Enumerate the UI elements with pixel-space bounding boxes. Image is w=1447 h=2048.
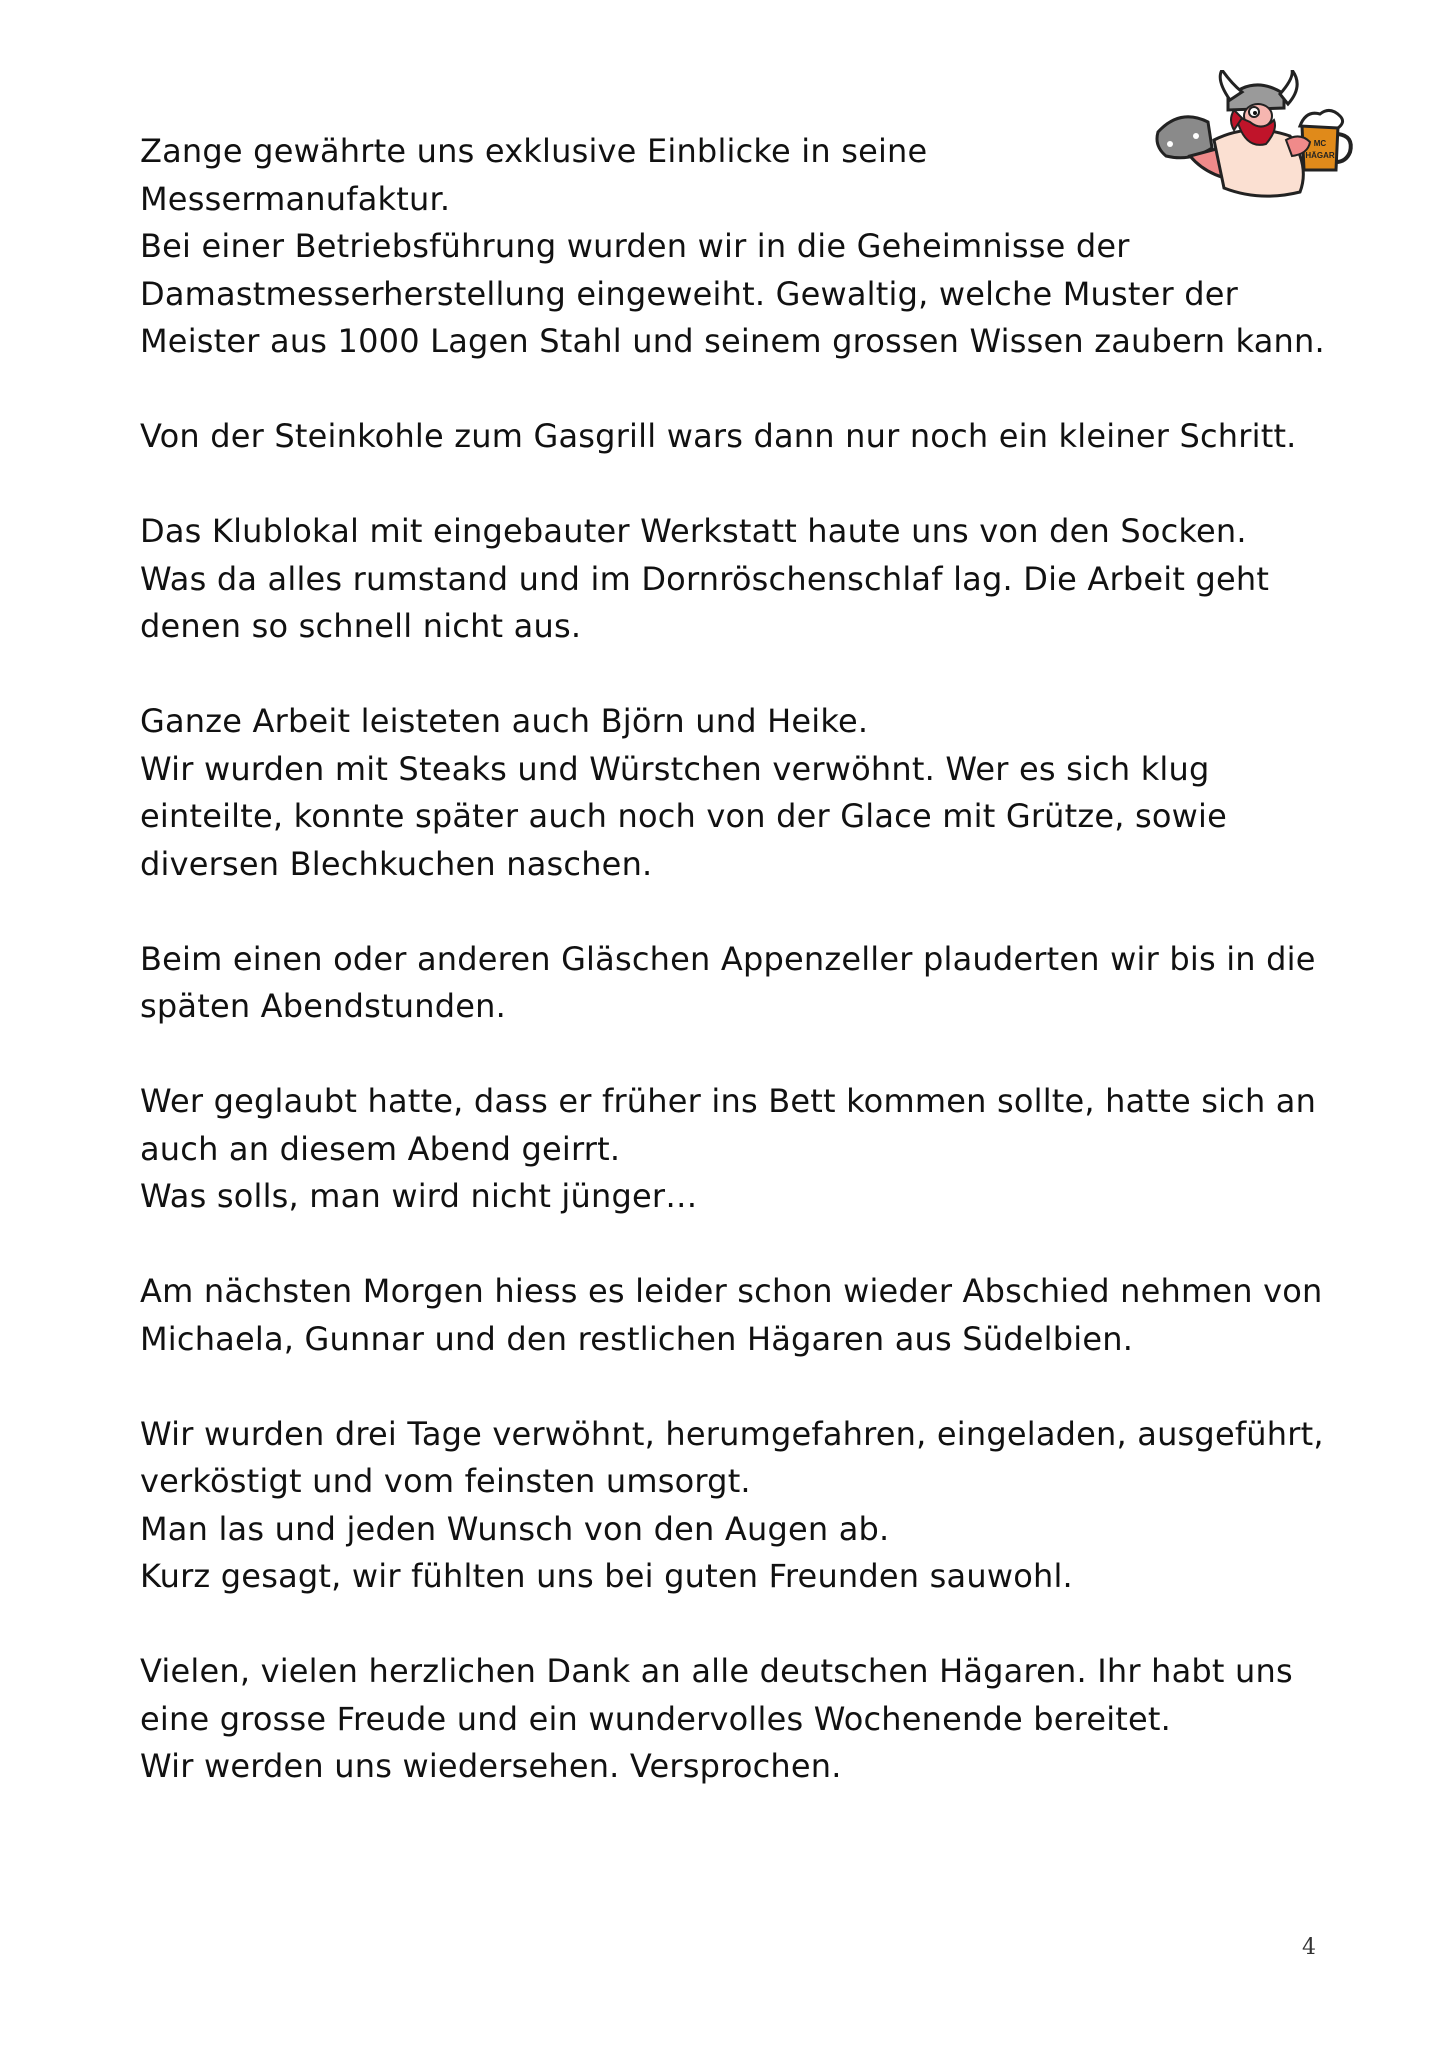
text-line: denen so schnell nicht aus.	[140, 607, 582, 645]
text-line: Wir werden uns wiedersehen. Versprochen.	[140, 1747, 842, 1785]
paragraph	[140, 1648, 1340, 1791]
text-line: Bei einer Betriebsführung wurden wir in die Geheimnisse der	[140, 227, 1130, 265]
paragraph	[140, 413, 1340, 461]
text-line: Wer geglaubt hatte, dass er früher ins Bett kommen sollte, hatte sich an	[140, 1082, 1317, 1120]
svg-text:MC: MC	[1313, 139, 1327, 148]
text-line: Messermanufaktur.	[140, 179, 451, 218]
text-line: einteilte, konnte später auch noch von der Glace mit Grütze, sowie	[140, 797, 1228, 835]
text-line: diversen Blechkuchen naschen.	[140, 844, 653, 883]
text-line: verköstigt und vom feinsten umsorgt.	[140, 1462, 751, 1500]
text-line: Ganze Arbeit leisteten auch Björn und Heike.	[140, 702, 869, 740]
paragraph	[140, 1411, 1340, 1601]
page-number: 4	[1302, 1935, 1316, 1960]
text-line: Das Klublokal mit eingebauter Werkstatt haute uns von den Socken.	[140, 512, 1247, 550]
paragraph	[140, 1268, 1340, 1363]
text-line: Damastmesserherstellung eingeweiht. Gewaltig, welche Muster der	[140, 274, 1238, 313]
paragraph	[140, 698, 1340, 888]
paragraph	[140, 508, 1340, 651]
text-line: Was solls, man wird nicht jünger…	[140, 1177, 698, 1215]
text-line: Vielen, vielen herzlichen Dank an alle deutschen Hägaren. Ihr habt uns	[140, 1652, 1293, 1690]
body-text	[140, 128, 1340, 1838]
text-line: Wir wurden mit Steaks und Würstchen verwöhnt. Wer es sich klug	[140, 749, 1210, 788]
text-line: Beim einen oder anderen Gläschen Appenzeller plauderten wir bis in die	[140, 939, 1316, 978]
text-line: auch an diesem Abend geirrt.	[140, 1129, 621, 1168]
text-line: späten Abendstunden.	[140, 987, 506, 1025]
svg-text:HÄGAR: HÄGAR	[1305, 151, 1335, 160]
text-line: Man las und jeden Wunsch von den Augen ab.	[140, 1509, 890, 1548]
text-line: eine grosse Freude und ein wundervolles Wochenende bereitet.	[140, 1699, 1172, 1738]
text-line: Von der Steinkohle zum Gasgrill wars dann nur noch ein kleiner Schritt.	[140, 417, 1297, 455]
text-line: Am nächsten Morgen hiess es leider schon wieder Abschied nehmen von	[140, 1272, 1323, 1310]
text-line: Meister aus 1000 Lagen Stahl und seinem grossen Wissen zaubern kann.	[140, 322, 1325, 360]
text-line: Was da alles rumstand und im Dornröschenschlaf lag. Die Arbeit geht	[140, 559, 1270, 598]
text-line: Zange gewährte uns exklusive Einblicke in seine	[140, 132, 928, 170]
paragraph	[140, 128, 1340, 366]
paragraph	[140, 936, 1340, 1031]
text-line: Kurz gesagt, wir fühlten uns bei guten Freunden sauwohl.	[140, 1557, 1073, 1595]
paragraph	[140, 1078, 1340, 1221]
text-line: Michaela, Gunnar und den restlichen Hägaren aus Südelbien.	[140, 1319, 1134, 1358]
text-line: Wir wurden drei Tage verwöhnt, herumgefahren, eingeladen, ausgeführt,	[140, 1414, 1324, 1453]
